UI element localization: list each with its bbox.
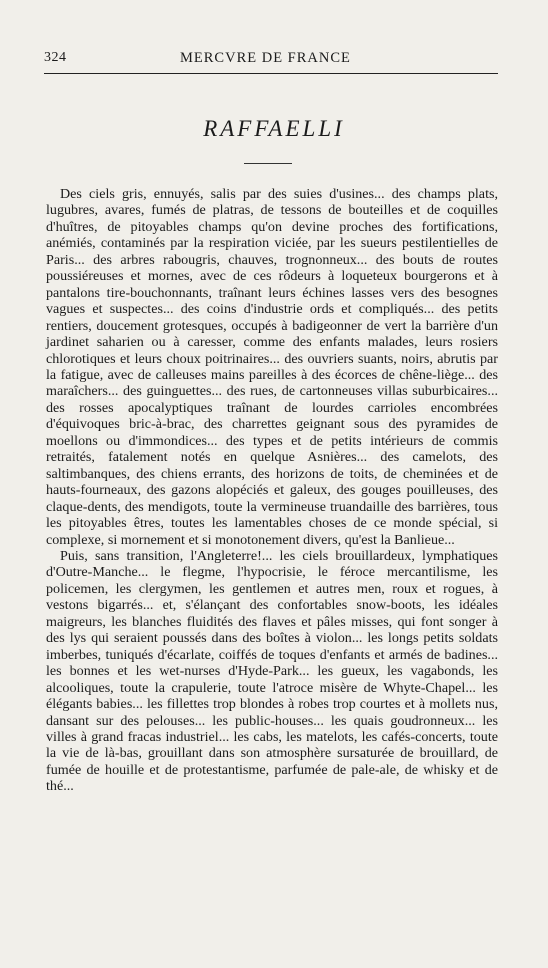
article-body	[46, 186, 498, 795]
page-number: 324	[44, 50, 67, 65]
article-title: RAFFAELLI	[203, 116, 345, 141]
paragraph: Puis, sans transition, l'Angleterre!... les ciels brouillardeux, lymphatiques d'Outre-Manche... le flegme, l'hypocrisie, le féroce mercantilisme, les policemen, les clergymen, les gentlemen et autres men, roux et rogues, à vestons bigarrés... et, s'élançant des confortables snow-boots, les idéales maigreurs, les blanches fluidités des flaves et pâles misses, qui font songer à des lys qui seraient poussés dans des boîtes à violon... les longs petits soldats imberbes, tuniqués d'écarlate, coiffés de toques d'enfants et armés de badines... les bonnes et les wet-nurses d'Hyde-Park... les gueux, les vagabonds, les alcooliques, toute la crapulerie, toute l'atroce misère de Whyte-Chapel... les élégants babies... les fillettes trop blondes à robes trop courtes et à mollets nus, dansant sur des pelouses... les public-houses... les quais goudronneux... les villes à grand fracas industriel... les cabs, les matelots, les cafés-concerts, toute la vie de là-bas, grouillant dans son atmosphère sursaturée de brouillard, de fumée de houille et de protestantisme, parfumée de pale-ale, de whisky et de thé...	[46, 547, 498, 795]
paragraph: Des ciels gris, ennuyés, salis par des suies d'usines... des champs plats, lugubres, avares, fumés de platras, de tessons de bouteilles et de coquilles d'huîtres, de pitoyables champs qu'on devine proches des fortifications, anémiés, contaminés par la respiration viciée, par les sueurs pestilentielles de Paris... des arbres rabougris, chauves, trognonneux... des bouts de routes poussiéreuses et mornes, avec de ces rôdeurs à loqueteux bourgerons et à pantalons tire-bouchonnants, traînant leurs échines lasses vers des besognes vagues et suspectes... des coins d'industrie ords et compliqués... des petits rentiers, doucement grotesques, occupés à badigeonner de vert la barrière d'un jardinet saharien ou à caresser, comme des enfants malades, leurs rosiers chlorotiques et leurs choux poitrinaires... des ouvriers suants, noirs, abrutis par la fatigue, avec de calleuses mains pareilles à des écorces de chêne-liège... des maraîchers... des guinguettes... des rues, de cartonneuses villas suburbicaires... des rosses apocalyptiques traînant de lourdes carrioles encombrées d'équivoques bric-à-brac, des charrettes geignant sous des pyramides de moellons ou d'immondices... des types et de petits intérieurs de commis retraités, fatalement notés en quelque Asnières... des camelots, des saltimbanques, des chiens errants, des horizons de toits, de cheminées et de hauts-fourneaux, des gazons alopéciés et galeux, des gouges pouilleuses, des claque-dents, des mendigots, toute la vermineuse truandaille des barrières, tous les pitoyables êtres, toutes les lamentables choses de ce monde spécial, si complexe, si mornement et si monotonement divers, qu'est la Banlieue...	[46, 186, 498, 548]
header-rule	[44, 73, 498, 74]
running-title: MERCVRE DE FRANCE	[180, 50, 351, 66]
title-rule	[244, 163, 292, 164]
